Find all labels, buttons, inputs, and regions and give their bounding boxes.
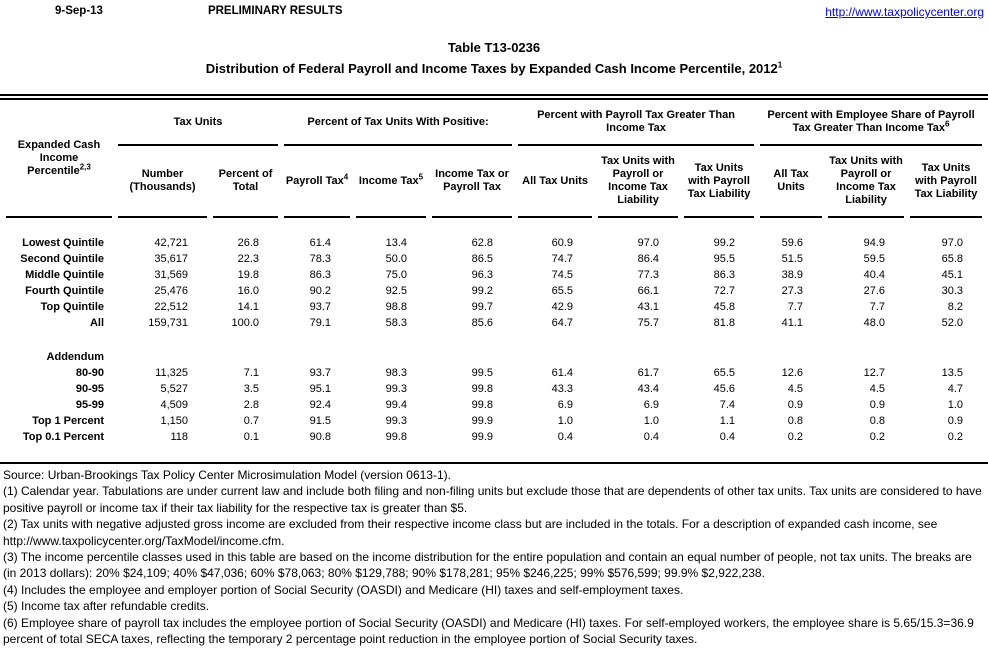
cell-value: 0.9 bbox=[947, 415, 964, 427]
table-row bbox=[6, 429, 982, 445]
cell-value: 99.3 bbox=[385, 415, 408, 427]
cell-value: 45.1 bbox=[941, 269, 964, 281]
row-label: Lowest Quintile bbox=[22, 237, 104, 249]
cell-empty bbox=[828, 331, 904, 349]
cell-value: 99.5 bbox=[471, 367, 494, 379]
column-header-units-payroll-liability-1: Tax Units with Payroll Tax Liability bbox=[684, 146, 754, 218]
table-row bbox=[6, 413, 982, 429]
cell-value: 92.4 bbox=[309, 399, 332, 411]
report-date: 9-Sep-13 bbox=[55, 5, 103, 17]
cell-value: 78.3 bbox=[309, 253, 332, 265]
row-label: All bbox=[89, 317, 104, 329]
row-label: Fourth Quintile bbox=[25, 285, 104, 297]
footnotes bbox=[0, 467, 988, 647]
row-label: Addendum bbox=[46, 351, 104, 363]
cell-empty bbox=[684, 445, 754, 462]
cell-empty bbox=[684, 349, 754, 365]
cell-value: 66.1 bbox=[637, 285, 660, 297]
cell-value: 7.1 bbox=[243, 367, 260, 379]
cell-value: 61.7 bbox=[637, 367, 660, 379]
cell-value: 1.0 bbox=[643, 415, 660, 427]
income-tax-footnote-ref: 5 bbox=[418, 171, 424, 181]
payroll-tax-footnote-ref: 4 bbox=[343, 171, 349, 181]
cell-value: 95.1 bbox=[309, 383, 332, 395]
cell-value: 1.1 bbox=[719, 415, 736, 427]
cell-empty bbox=[518, 445, 592, 462]
cell-empty bbox=[432, 349, 512, 365]
cell-value: 11,325 bbox=[155, 367, 188, 379]
cell-value: 12.6 bbox=[781, 367, 804, 379]
cell-value: 25,476 bbox=[154, 285, 188, 297]
cell-value: 14.1 bbox=[237, 301, 260, 313]
cell-empty bbox=[118, 445, 207, 462]
column-header-row bbox=[6, 146, 982, 218]
cell-empty bbox=[910, 349, 982, 365]
cell-empty bbox=[356, 349, 426, 365]
column-header-units-payroll-liability-2: Tax Units with Payroll Tax Liability bbox=[910, 146, 982, 218]
title-block bbox=[0, 37, 988, 79]
cell-value: 43.1 bbox=[637, 301, 660, 313]
cell-value: 43.4 bbox=[637, 383, 660, 395]
cell-value: 8.2 bbox=[947, 301, 964, 313]
cell-value: 0.8 bbox=[787, 415, 804, 427]
cell-value: 159,731 bbox=[148, 317, 188, 329]
cell-value: 98.3 bbox=[385, 367, 408, 379]
row-label: Second Quintile bbox=[20, 253, 104, 265]
cell-value: 52.0 bbox=[941, 317, 964, 329]
cell-empty bbox=[284, 331, 350, 349]
table-row bbox=[6, 235, 982, 251]
footnote-1: (1) Calendar year. Tabulations are under current law and include both filing and non-filing units but exclude those that are dependents of other tax units. Tax units are considered to have positive payroll or income tax if their tax liability for the respective tax is greater than $5. bbox=[3, 484, 982, 515]
column-header-percent-of-total: Percent of Total bbox=[213, 146, 278, 218]
cell-value: 22,512 bbox=[154, 301, 188, 313]
cell-value: 97.0 bbox=[941, 237, 964, 249]
cell-value: 31,569 bbox=[154, 269, 188, 281]
addendum-label-row bbox=[6, 349, 982, 365]
cell-value: 30.3 bbox=[941, 285, 964, 297]
cell-value: 13.4 bbox=[385, 237, 408, 249]
cell-value: 90.2 bbox=[309, 285, 332, 297]
row-label: Top 0.1 Percent bbox=[22, 431, 104, 443]
cell-value: 2.8 bbox=[243, 399, 260, 411]
cell-empty bbox=[828, 445, 904, 462]
cell-value: 86.3 bbox=[309, 269, 332, 281]
cell-value: 48.0 bbox=[863, 317, 886, 329]
cell-empty bbox=[598, 349, 678, 365]
cell-value: 4,509 bbox=[160, 399, 188, 411]
cell-value: 40.4 bbox=[863, 269, 886, 281]
preliminary-results-label: PRELIMINARY RESULTS bbox=[207, 5, 343, 17]
cell-value: 85.6 bbox=[471, 317, 494, 329]
cell-value: 77.3 bbox=[637, 269, 660, 281]
cell-empty bbox=[684, 331, 754, 349]
table-subtitle: Distribution of Federal Payroll and Income Taxes by Expanded Cash Income Percentile, 2012$^1$ bbox=[205, 60, 783, 76]
cell-empty bbox=[118, 349, 207, 365]
cell-value: 86.4 bbox=[637, 253, 660, 265]
cell-value: 99.4 bbox=[385, 399, 408, 411]
column-header-expanded-cash-income-percentile: Expanded Cash Income Percentile$^{2,3}$ bbox=[6, 100, 112, 218]
cell-empty bbox=[118, 218, 207, 235]
cell-empty bbox=[284, 218, 350, 235]
cell-empty bbox=[828, 218, 904, 235]
cell-empty bbox=[356, 445, 426, 462]
cell-value: 51.5 bbox=[781, 253, 804, 265]
column-header-units-payroll-or-income-liability-1: Tax Units with Payroll or Income Tax Liability bbox=[598, 146, 678, 218]
column-header-payroll-tax: Payroll Tax$^4$ bbox=[284, 146, 350, 218]
cell-value: 0.7 bbox=[243, 415, 260, 427]
source-note: Source: Urban-Brookings Tax Policy Center Microsimulation Model (version 0613-1). bbox=[3, 468, 451, 482]
cell-value: 35,617 bbox=[154, 253, 188, 265]
row-label: Middle Quintile bbox=[25, 269, 104, 281]
cell-value: 7.7 bbox=[787, 301, 804, 313]
cell-empty bbox=[432, 218, 512, 235]
cell-value: 86.5 bbox=[471, 253, 494, 265]
cell-empty bbox=[910, 445, 982, 462]
cell-value: 0.9 bbox=[869, 399, 886, 411]
cell-empty bbox=[910, 218, 982, 235]
taxpolicycenter-link[interactable]: http://www.taxpolicycenter.org bbox=[825, 5, 984, 19]
table-row bbox=[6, 267, 982, 283]
table-row bbox=[6, 315, 982, 331]
cell-value: 7.4 bbox=[719, 399, 736, 411]
cell-empty bbox=[598, 445, 678, 462]
cell-value: 7.7 bbox=[869, 301, 886, 313]
cell-value: 0.9 bbox=[787, 399, 804, 411]
cell-empty bbox=[284, 349, 350, 365]
cell-value: 93.7 bbox=[309, 367, 332, 379]
page-header bbox=[0, 0, 988, 19]
cell-value: 93.7 bbox=[309, 301, 332, 313]
footnote-2: (2) Tax units with negative adjusted gross income are excluded from their respective income class but are included in the totals. For a description of expanded cash income, see http://www.taxpolicycenter.org/TaxModel/income.cfm. bbox=[3, 517, 938, 548]
cell-value: 99.2 bbox=[471, 285, 494, 297]
cell-value: 65.5 bbox=[713, 367, 736, 379]
cell-value: 13.5 bbox=[941, 367, 964, 379]
cell-value: 72.7 bbox=[713, 285, 736, 297]
footnote-6: (6) Employee share of payroll tax includes the employee portion of Social Security (OASDI) and Medicare (HI) taxes. For self-employed workers, the employee share is 5.65/15.3=36.9 percent of total SECA taxes, reflecting the temporary 2 percentage point reduction in the employee portion of Social Security taxes. bbox=[3, 615, 974, 647]
cell-empty bbox=[760, 218, 822, 235]
cell-empty bbox=[598, 218, 678, 235]
cell-value: 95.5 bbox=[713, 253, 736, 265]
cell-empty bbox=[518, 218, 592, 235]
table-row bbox=[6, 299, 982, 315]
cell-value: 81.8 bbox=[713, 317, 736, 329]
cell-value: 58.3 bbox=[385, 317, 408, 329]
table-row bbox=[6, 251, 982, 267]
cell-value: 45.8 bbox=[713, 301, 736, 313]
cell-empty bbox=[284, 445, 350, 462]
cell-value: 50.0 bbox=[385, 253, 408, 265]
cell-value: 42,721 bbox=[154, 237, 188, 249]
cell-value: 94.9 bbox=[863, 237, 886, 249]
column-header-units-payroll-or-income-liability-2: Tax Units with Payroll or Income Tax Liability bbox=[828, 146, 904, 218]
cell-value: 12.7 bbox=[863, 367, 886, 379]
cell-value: 27.3 bbox=[781, 285, 804, 297]
column-header-number-thousands: Number (Thousands) bbox=[118, 146, 207, 218]
column-header-all-tax-units-2: All Tax Units bbox=[760, 146, 822, 218]
cell-empty bbox=[828, 349, 904, 365]
cell-value: 0.2 bbox=[869, 431, 886, 443]
cell-value: 6.9 bbox=[643, 399, 660, 411]
cell-value: 62.8 bbox=[471, 237, 494, 249]
column-header-income-tax: Income Tax$^5$ bbox=[356, 146, 426, 218]
cell-value: 4.5 bbox=[787, 383, 804, 395]
cell-value: 74.5 bbox=[551, 269, 574, 281]
cell-empty bbox=[213, 218, 278, 235]
cell-value: 75.0 bbox=[385, 269, 408, 281]
cell-value: 16.0 bbox=[237, 285, 260, 297]
cell-value: 1.0 bbox=[947, 399, 964, 411]
table-row bbox=[6, 283, 982, 299]
cell-empty bbox=[760, 445, 822, 462]
cell-value: 79.1 bbox=[309, 317, 332, 329]
column-header-all-tax-units-1: All Tax Units bbox=[518, 146, 592, 218]
bottom-spacer-row bbox=[6, 445, 982, 462]
cell-value: 99.9 bbox=[471, 415, 494, 427]
cell-value: 96.3 bbox=[471, 269, 494, 281]
row-label: Top 1 Percent bbox=[32, 415, 104, 427]
cell-value: 99.8 bbox=[471, 383, 494, 395]
footnote-5: (5) Income tax after refundable credits. bbox=[3, 599, 210, 614]
cell-empty bbox=[684, 218, 754, 235]
cell-value: 19.8 bbox=[237, 269, 260, 281]
row-label: 80-90 bbox=[75, 367, 104, 379]
cell-value: 97.0 bbox=[637, 237, 660, 249]
cell-value: 4.7 bbox=[947, 383, 964, 395]
cell-value: 0.4 bbox=[557, 431, 574, 443]
cell-value: 45.6 bbox=[713, 383, 736, 395]
cell-value: 98.8 bbox=[385, 301, 408, 313]
cell-value: 99.7 bbox=[471, 301, 494, 313]
cell-empty bbox=[213, 331, 278, 349]
cell-value: 65.8 bbox=[941, 253, 964, 265]
row-label: Top Quintile bbox=[40, 301, 104, 313]
cell-value: 99.3 bbox=[385, 383, 408, 395]
cell-value: 60.9 bbox=[551, 237, 574, 249]
table-body bbox=[6, 218, 982, 462]
cell-empty bbox=[910, 331, 982, 349]
cell-value: 6.9 bbox=[557, 399, 574, 411]
cell-value: 0.2 bbox=[947, 431, 964, 443]
cell-value: 5,527 bbox=[160, 383, 188, 395]
cell-value: 92.5 bbox=[385, 285, 408, 297]
cell-value: 0.4 bbox=[719, 431, 736, 443]
cell-empty bbox=[432, 445, 512, 462]
cell-value: 99.8 bbox=[471, 399, 494, 411]
cell-value: 74.7 bbox=[551, 253, 574, 265]
cell-value: 65.5 bbox=[551, 285, 574, 297]
cell-empty bbox=[213, 445, 278, 462]
cell-value: 4.5 bbox=[869, 383, 886, 395]
cell-value: 27.6 bbox=[863, 285, 886, 297]
cell-empty bbox=[760, 349, 822, 365]
title-footnote-ref: 1 bbox=[777, 60, 783, 70]
cell-empty bbox=[118, 331, 207, 349]
cell-empty bbox=[518, 331, 592, 349]
cell-value: 26.8 bbox=[237, 237, 260, 249]
cell-value: 59.6 bbox=[781, 237, 804, 249]
cell-value: 64.7 bbox=[551, 317, 574, 329]
cell-empty bbox=[760, 331, 822, 349]
row-label bbox=[6, 331, 112, 349]
cell-value: 59.5 bbox=[863, 253, 886, 265]
row-label bbox=[6, 218, 112, 235]
footnote-4: (4) Includes the employee and employer portion of Social Security (OASDI) and Medicare (HI) taxes and self-employment taxes. bbox=[3, 582, 684, 597]
cell-value: 99.9 bbox=[471, 431, 494, 443]
cell-value: 0.8 bbox=[869, 415, 886, 427]
group-header-payroll-greater-than-income: Percent with Payroll Tax Greater Than Income Tax bbox=[518, 100, 754, 146]
group-header-row bbox=[6, 100, 982, 146]
cell-value: 100.0 bbox=[231, 317, 260, 329]
cell-empty bbox=[432, 331, 512, 349]
row-label: 90-95 bbox=[75, 383, 104, 395]
group-header-percent-positive: Percent of Tax Units With Positive: bbox=[284, 100, 512, 146]
cell-value: 22.3 bbox=[237, 253, 260, 265]
row-label: 95-99 bbox=[75, 399, 104, 411]
cell-value: 43.3 bbox=[551, 383, 574, 395]
cell-value: 99.2 bbox=[713, 237, 736, 249]
table-number-title: Table T13-0236 bbox=[447, 40, 541, 55]
table-row bbox=[6, 397, 982, 413]
cell-empty bbox=[213, 349, 278, 365]
cell-value: 118 bbox=[170, 431, 188, 443]
group-header-tax-units: Tax Units bbox=[118, 100, 278, 146]
cell-value: 42.9 bbox=[551, 301, 574, 313]
cell-value: 1.0 bbox=[557, 415, 574, 427]
footnote-3: (3) The income percentile classes used in this table are based on the income distribution for the entire population and contain an equal number of people, not tax units. The breaks are (in 2013 dollars): 20% $24,109; 40% $47,036; 60% $78,063; 80% $129,788; 90% $178,281; 95% $246,225; 99% $576,599; 99.9% $2,922,238. bbox=[3, 550, 972, 581]
row-label bbox=[6, 445, 112, 462]
distribution-table bbox=[0, 94, 988, 464]
cell-value: 38.9 bbox=[781, 269, 804, 281]
cell-value: 99.8 bbox=[385, 431, 408, 443]
cell-empty bbox=[356, 331, 426, 349]
group-footnote-ref: 6 bbox=[945, 119, 950, 129]
stub-footnote-ref: 2,3 bbox=[79, 161, 91, 171]
cell-value: 61.4 bbox=[309, 237, 332, 249]
cell-empty bbox=[356, 218, 426, 235]
cell-value: 86.3 bbox=[713, 269, 736, 281]
cell-value: 61.4 bbox=[551, 367, 574, 379]
table-row bbox=[6, 381, 982, 397]
cell-value: 3.5 bbox=[243, 383, 260, 395]
cell-value: 75.7 bbox=[637, 317, 660, 329]
cell-empty bbox=[598, 331, 678, 349]
group-header-employee-share-greater-than-income: Percent with Employee Share of Payroll Tax Greater Than Income Tax$^6$ bbox=[760, 100, 982, 146]
cell-value: 91.5 bbox=[309, 415, 332, 427]
cell-value: 1,150 bbox=[160, 415, 188, 427]
cell-empty bbox=[518, 349, 592, 365]
cell-value: 41.1 bbox=[781, 317, 804, 329]
cell-value: 0.1 bbox=[243, 431, 260, 443]
table-row bbox=[6, 365, 982, 381]
spacer-row bbox=[6, 218, 982, 235]
gap-row bbox=[6, 331, 982, 349]
cell-value: 90.8 bbox=[309, 431, 332, 443]
cell-value: 0.4 bbox=[643, 431, 660, 443]
cell-value: 0.2 bbox=[787, 431, 804, 443]
column-header-income-or-payroll-tax: Income Tax or Payroll Tax bbox=[432, 146, 512, 218]
